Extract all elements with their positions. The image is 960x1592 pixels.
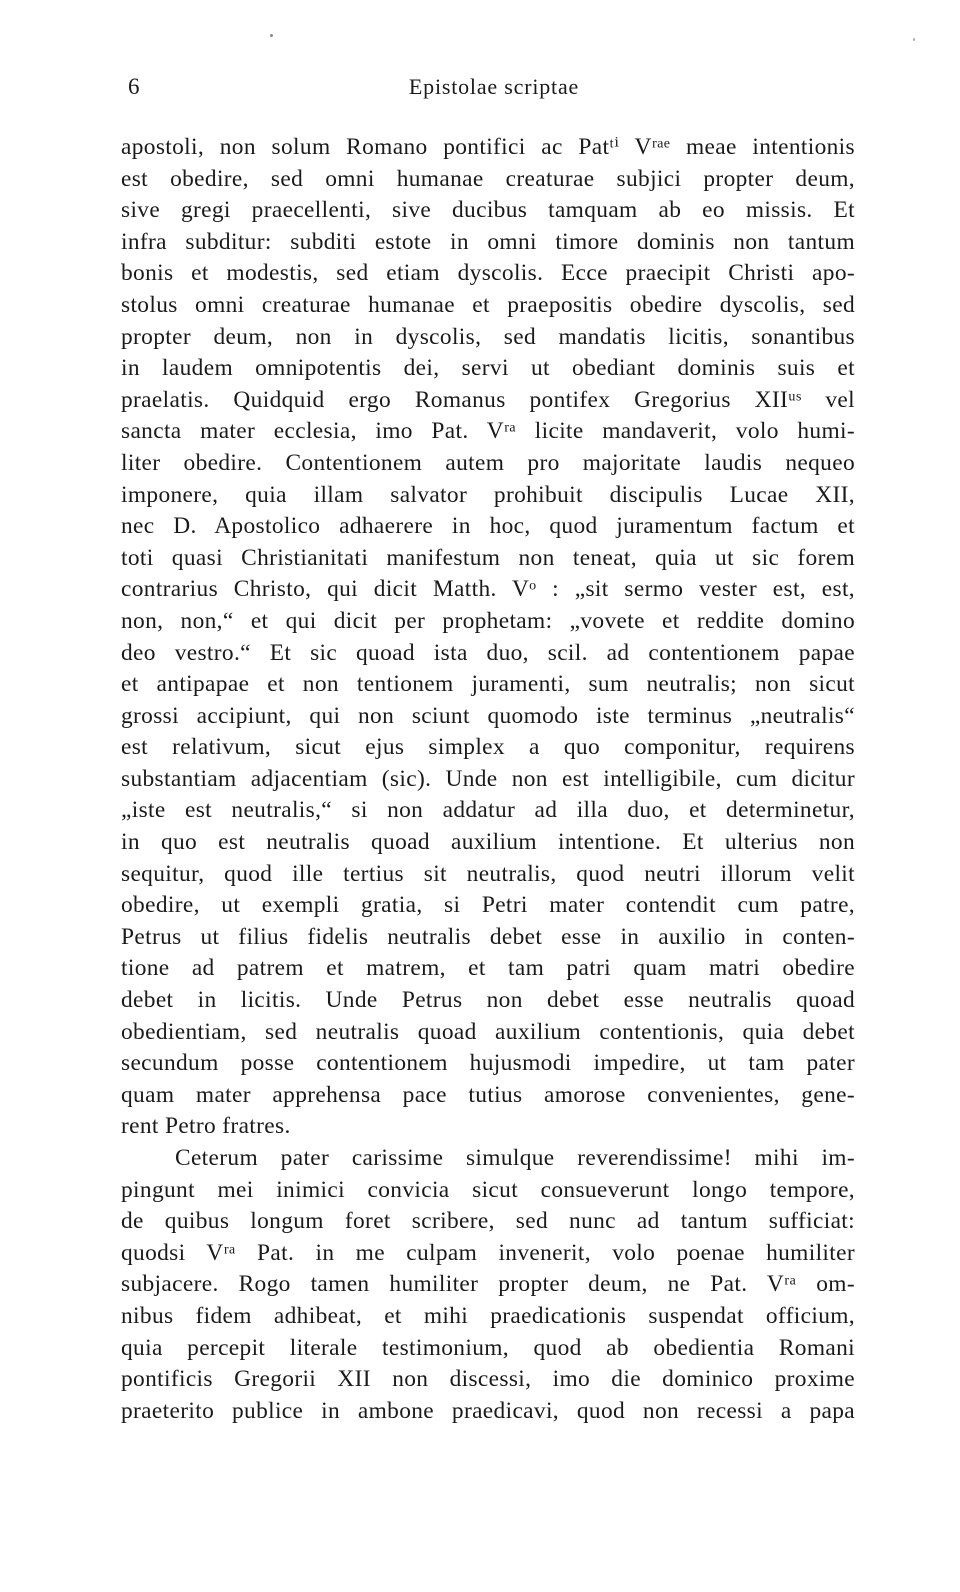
text-line: tione ad patrem et matrem, et tam patri quam matri obedire (121, 955, 855, 982)
text-line: infra subditur: subditi estote in omni timore dominis non tantum (121, 228, 855, 255)
text-line: Ceterum pater carissime simulque reverendissime! mihi im- (175, 1145, 855, 1171)
running-header (124, 74, 864, 106)
text-line: apostoli, non solum Romano pontifici ac Patᵗⁱ Vʳᵃᵉ meae intentionis (121, 134, 855, 160)
text-line: subjacere. Rogo tamen humiliter propter deum, ne Pat. Vʳᵃ om- (121, 1271, 855, 1298)
text-line: pontificis Gregorii XII non discessi, imo die dominico proxime (121, 1366, 855, 1393)
text-line: obedire, ut exempli gratia, si Petri mater contendit cum patre, (121, 892, 855, 919)
text-line: quam mater apprehensa pace tutius amorose convenientes, gene- (121, 1081, 855, 1108)
text-line: liter obedire. Contentionem autem pro majoritate laudis nequeo (121, 449, 855, 476)
text-line: quia percepit literale testimonium, quod ab obedientia Romani (121, 1334, 855, 1361)
running-title: Epistolae scriptae (408, 74, 580, 99)
page-number: 6 (128, 74, 140, 99)
text-line: obedientiam, sed neutralis quoad auxilium contentionis, quia debet (121, 1018, 855, 1045)
text-line: est relativum, sicut ejus simplex a quo componitur, requirens (121, 734, 855, 761)
paragraph-1 (121, 132, 855, 1143)
text-line: non, non,“ et qui dicit per prophetam: „vovete et reddite domino (121, 607, 855, 634)
text-line: sancta mater ecclesia, imo Pat. Vʳᵃ licite mandaverit, volo humi- (121, 418, 855, 445)
text-line: „iste est neutralis,“ si non addatur ad illa duo, et determinetur, (121, 797, 855, 824)
text-line: debet in licitis. Unde Petrus non debet esse neutralis quoad (121, 987, 855, 1014)
text-line: contrarius Christo, qui dicit Matth. Vᵒ : „sit sermo vester est, est, (121, 576, 855, 603)
text-line: nibus fidem adhibeat, et mihi praedicationis suspendat officium, (121, 1302, 855, 1329)
text-line: praeterito publice in ambone praedicavi, quod non recessi a papa (121, 1397, 855, 1424)
text-line: praelatis. Quidquid ergo Romanus pontifex Gregorius XIIᵘˢ vel (121, 386, 855, 413)
text-line: sequitur, quod ille tertius sit neutralis, quod neutri illorum velit (121, 860, 855, 887)
text-line: rent Petro fratres. (121, 1113, 291, 1140)
text-line: nec D. Apostolico adhaerere in hoc, quod juramentum factum et (121, 513, 855, 540)
text-line: pingunt mei inimici convicia sicut consueverunt longo tempore, (121, 1176, 855, 1203)
text-line: et antipapae et non tentionem juramenti, sum neutralis; non sicut (121, 671, 855, 698)
text-line: stolus omni creaturae humanae et praepositis obedire dyscolis, sed (121, 291, 855, 318)
text-line: de quibus longum foret scribere, sed nunc ad tantum sufficiat: (121, 1208, 855, 1235)
text-line: grossi accipiunt, qui non sciunt quomodo iste terminus „neutralis“ (121, 702, 855, 729)
text-line: in quo est neutralis quoad auxilium intentione. Et ulterius non (121, 829, 855, 856)
text-line: substantiam adjacentiam (sic). Unde non est intelligibile, cum dicitur (121, 765, 855, 792)
paper-speck (270, 34, 273, 37)
text-line: Petrus ut filius fidelis neutralis debet esse in auxilio in conten- (121, 923, 855, 950)
text-line: sive gregi praecellenti, sive ducibus tamquam ab eo missis. Et (121, 197, 855, 224)
text-line: bonis et modestis, sed etiam dyscolis. Ecce praecipit Christi apo- (121, 260, 855, 287)
text-line: est obedire, sed omni humanae creaturae subjici propter deum, (121, 165, 855, 192)
text-line: propter deum, non in dyscolis, sed mandatis licitis, sonantibus (121, 323, 855, 350)
paper-speck (913, 38, 915, 41)
text-line: toti quasi Christianitati manifestum non teneat, quia ut sic forem (121, 544, 855, 571)
text-line: deo vestro.“ Et sic quoad ista duo, scil. ad contentionem papae (121, 639, 855, 666)
text-line: in laudem omnipotentis dei, servi ut obediant dominis suis et (121, 355, 855, 382)
paragraph-2 (121, 1143, 855, 1427)
body-text (121, 132, 855, 1427)
text-line: secundum posse contentionem hujusmodi impedire, ut tam pater (121, 1050, 855, 1077)
text-line: quodsi Vʳᵃ Pat. in me culpam invenerit, volo poenae humiliter (121, 1239, 855, 1266)
text-line: imponere, quia illam salvator prohibuit discipulis Lucae XII, (121, 481, 855, 508)
